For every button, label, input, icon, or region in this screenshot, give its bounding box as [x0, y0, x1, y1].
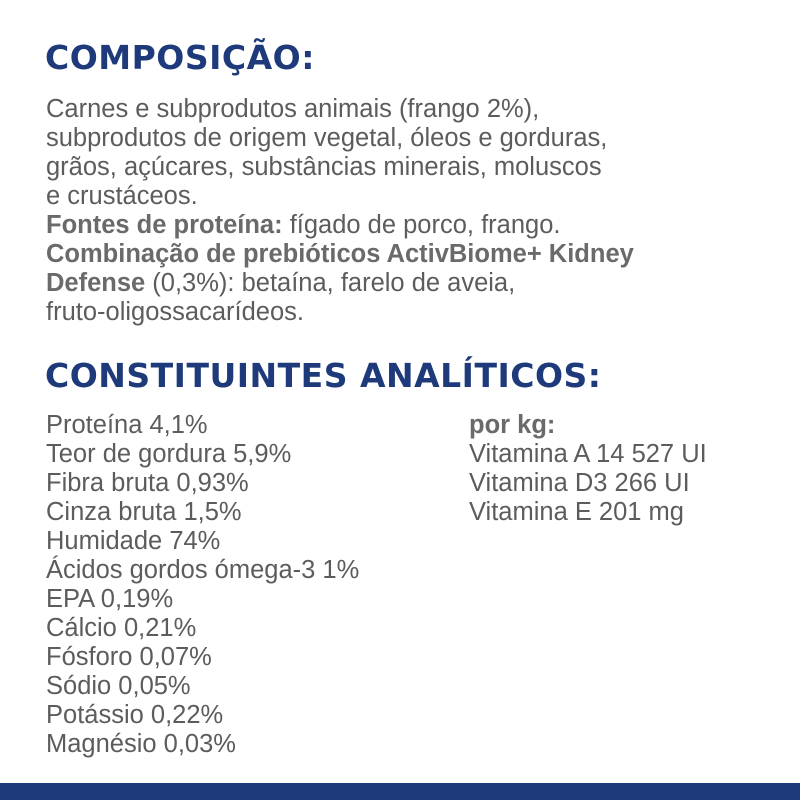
composition-line: subprodutos de origem vegetal, óleos e gorduras,: [46, 124, 608, 152]
prebiotic-last-line: fruto-oligossacarídeos.: [46, 298, 304, 326]
nutrient-item: Cinza bruta 1,5%: [46, 498, 242, 526]
composition-heading: COMPOSIÇÃO:: [45, 38, 315, 77]
composition-line: e crustáceos.: [46, 182, 198, 210]
prebiotic-label-part2: Defense: [46, 269, 146, 297]
nutrient-item: Ácidos gordos ómega-3 1%: [46, 556, 360, 584]
nutrient-item: Fibra bruta 0,93%: [46, 469, 249, 497]
prebiotic-text: (0,3%): betaína, farelo de aveia,: [145, 269, 516, 297]
vitamins-list: [469, 411, 707, 527]
vitamin-item: Vitamina D3 266 UI: [469, 469, 690, 497]
composition-line: grãos, açúcares, substâncias minerais, moluscos: [46, 153, 602, 181]
footer-bar: [0, 783, 800, 800]
prebiotic-line: [46, 269, 786, 298]
protein-sources-label: Fontes de proteína:: [46, 211, 283, 239]
prebiotic-label-part1: Combinação de prebióticos ActivBiome+ Kidney: [46, 240, 634, 268]
nutrient-item: Fósforo 0,07%: [46, 643, 212, 671]
vitamin-item: Vitamina E 201 mg: [469, 498, 684, 526]
composition-line: Carnes e subprodutos animais (frango 2%),: [46, 95, 540, 123]
composition-text: [46, 95, 786, 327]
protein-sources-text: fígado de porco, frango.: [282, 211, 561, 239]
nutrient-item: Proteína 4,1%: [46, 411, 208, 439]
protein-sources: [46, 211, 786, 240]
nutrient-item: EPA 0,19%: [46, 585, 174, 613]
prebiotic-label-line: [46, 240, 786, 269]
nutrient-item: Potássio 0,22%: [46, 701, 224, 729]
vitamin-item: Vitamina A 14 527 UI: [469, 440, 707, 468]
nutrient-item: Teor de gordura 5,9%: [46, 440, 292, 468]
nutrient-item: Cálcio 0,21%: [46, 614, 197, 642]
per-kg-label: por kg:: [469, 411, 556, 439]
nutrient-item: Magnésio 0,03%: [46, 730, 236, 758]
analytics-heading: CONSTITUINTES ANALÍTICOS:: [45, 356, 602, 395]
nutrient-item: Humidade 74%: [46, 527, 221, 555]
nutrients-list: [46, 411, 359, 759]
nutrient-item: Sódio 0,05%: [46, 672, 191, 700]
